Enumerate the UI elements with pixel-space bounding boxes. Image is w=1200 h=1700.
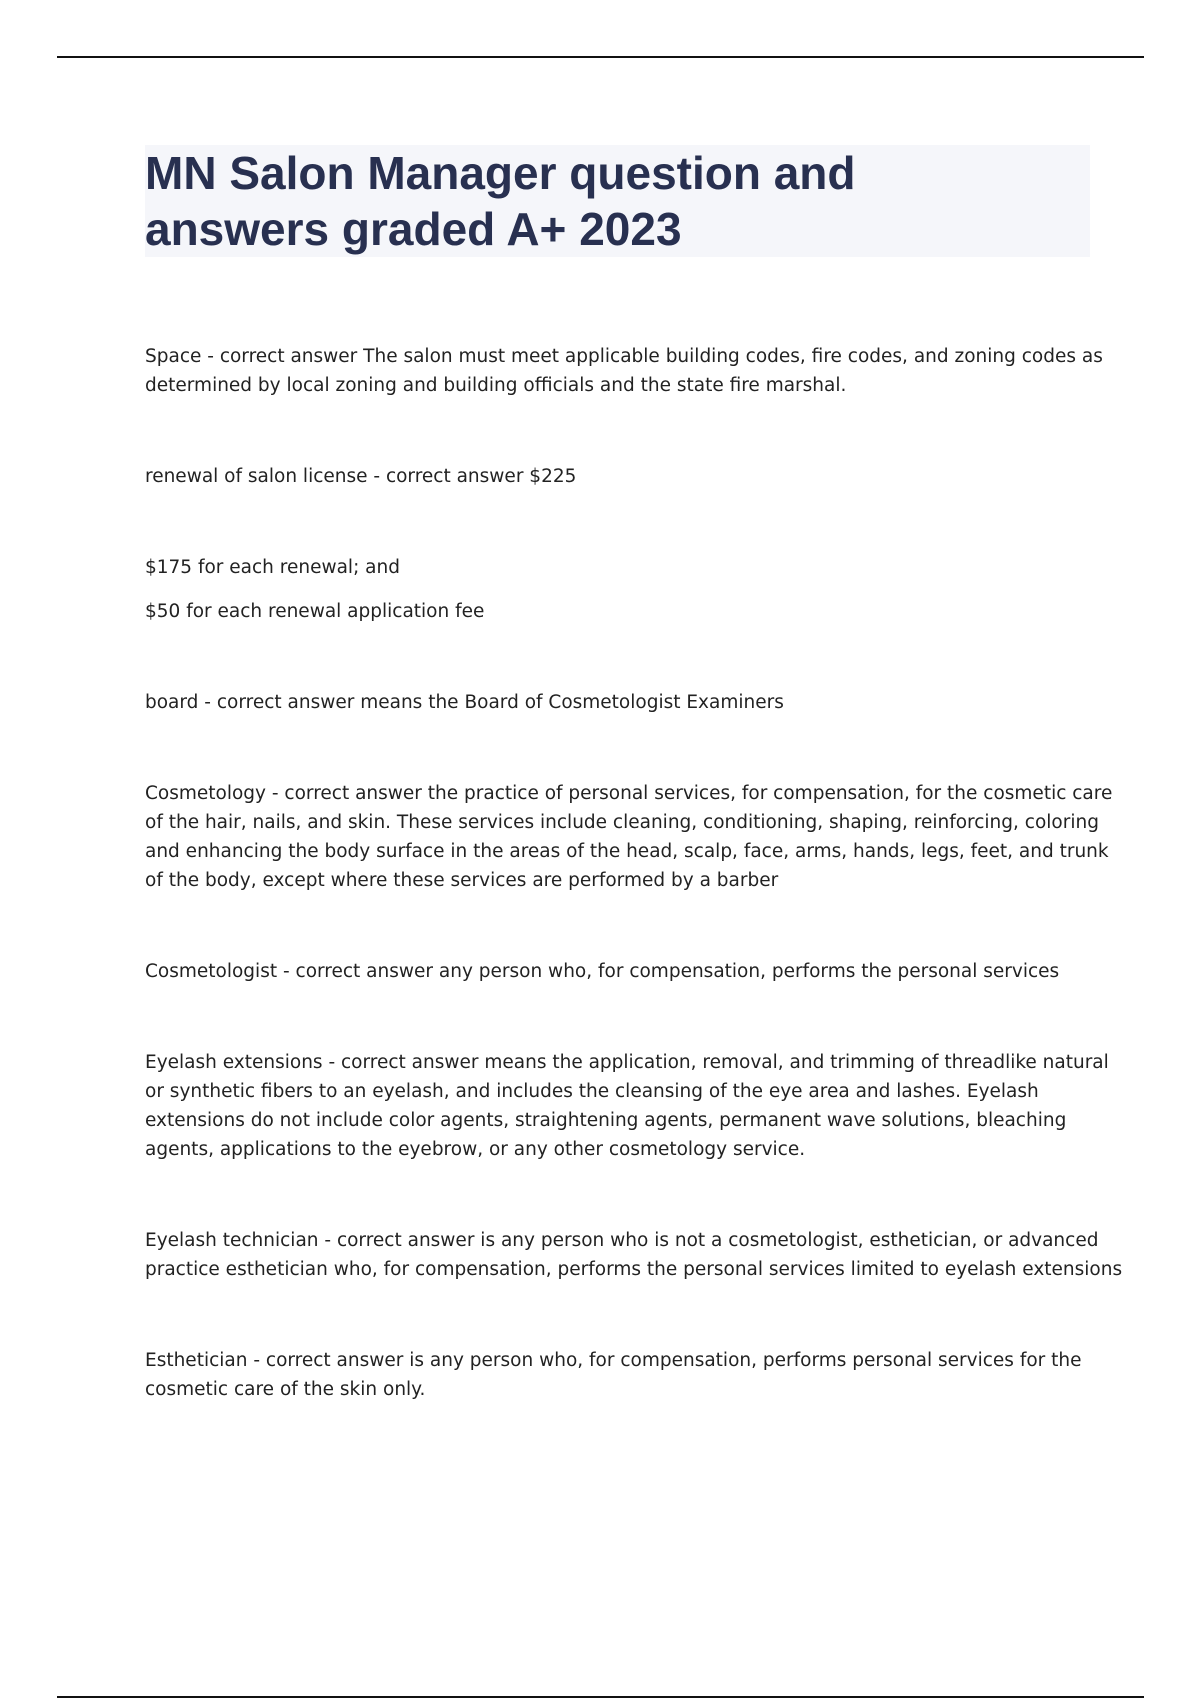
qa-entry-eyelash-extensions bbox=[145, 1048, 1109, 1164]
entry-line: or synthetic fibers to an eyelash, and includes the cleansing of the eye area and lashes. Eyelash bbox=[145, 1081, 1039, 1102]
entry-line: $175 for each renewal; and bbox=[145, 557, 400, 578]
entry-line: and enhancing the body surface in the areas of the head, scalp, face, arms, hands, legs, feet, and trunk bbox=[145, 841, 1109, 862]
qa-entry-eyelash-technician bbox=[145, 1226, 1123, 1284]
bottom-rule bbox=[57, 1696, 1144, 1698]
entry-line: cosmetic care of the skin only. bbox=[145, 1379, 426, 1400]
top-rule bbox=[57, 56, 1144, 58]
title-line-2: answers graded A+ 2023 bbox=[145, 203, 682, 255]
qa-entry-cosmetology bbox=[145, 779, 1113, 895]
qa-entry-renewal bbox=[145, 462, 1100, 491]
qa-entry-application-fee bbox=[145, 597, 1100, 626]
title-line-1: MN Salon Manager question and bbox=[145, 147, 856, 199]
entry-line: of the body, except where these services are performed by a barber bbox=[145, 870, 779, 891]
entry-line: $50 for each renewal application fee bbox=[145, 601, 485, 622]
entry-line: practice esthetician who, for compensation, performs the personal services limited to eyelash extensions bbox=[145, 1259, 1123, 1280]
entry-line: extensions do not include color agents, straightening agents, permanent wave solutions, bleaching bbox=[145, 1110, 1067, 1131]
qa-entry-space bbox=[145, 342, 1103, 400]
qa-entry-esthetician bbox=[145, 1346, 1100, 1404]
entry-line: board - correct answer means the Board of Cosmetologist Examiners bbox=[145, 692, 784, 713]
qa-entry-board bbox=[145, 688, 1100, 717]
qa-content bbox=[145, 342, 1123, 1404]
qa-entry-renewal-fee bbox=[145, 553, 1100, 582]
entry-line: agents, applications to the eyebrow, or any other cosmetology service. bbox=[145, 1139, 806, 1160]
title-block bbox=[145, 145, 1090, 257]
entry-line: determined by local zoning and building officials and the state fire marshal. bbox=[145, 375, 847, 396]
entry-line: Cosmetologist - correct answer any person who, for compensation, performs the personal services bbox=[145, 961, 1060, 982]
page-title bbox=[145, 145, 1090, 257]
entry-line: of the hair, nails, and skin. These services include cleaning, conditioning, shaping, reinforcing, coloring bbox=[145, 812, 1099, 833]
qa-entry-cosmetologist bbox=[145, 957, 1100, 986]
entry-line: Space - correct answer The salon must meet applicable building codes, fire codes, and zoning codes as bbox=[145, 346, 1103, 367]
entry-line: Eyelash extensions - correct answer means the application, removal, and trimming of threadlike natural bbox=[145, 1052, 1109, 1073]
entry-line: Esthetician - correct answer is any person who, for compensation, performs personal services for the bbox=[145, 1350, 1082, 1371]
entry-line: renewal of salon license - correct answer $225 bbox=[145, 466, 577, 487]
entry-line: Eyelash technician - correct answer is any person who is not a cosmetologist, esthetician, or advanced bbox=[145, 1230, 1099, 1251]
entry-line: Cosmetology - correct answer the practice of personal services, for compensation, for the cosmetic care bbox=[145, 783, 1113, 804]
